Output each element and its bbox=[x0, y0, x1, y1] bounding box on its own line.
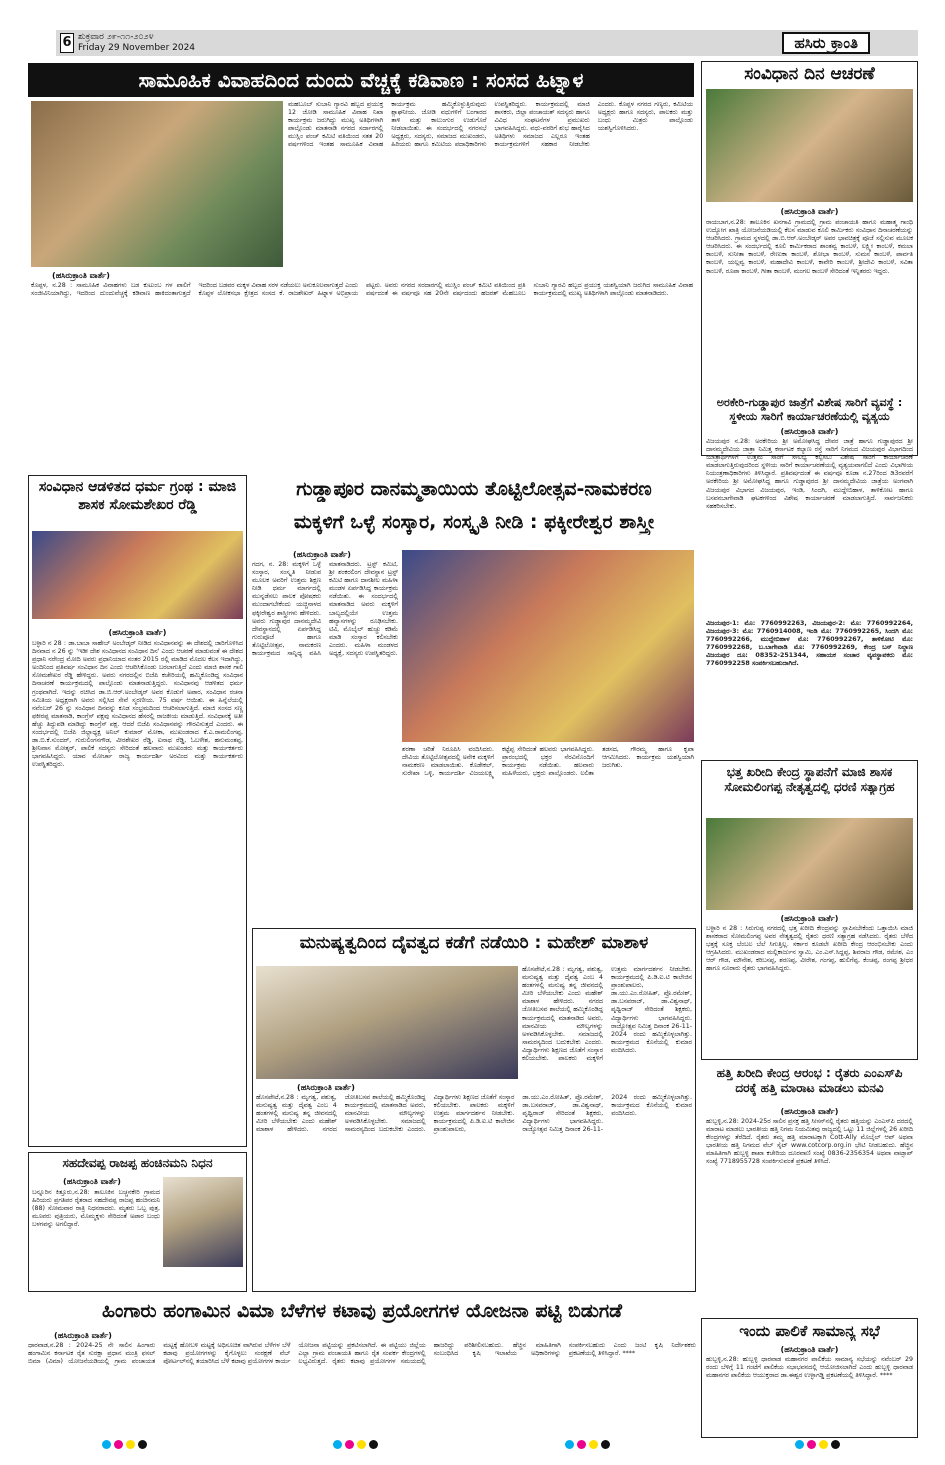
yellow-dot bbox=[357, 1440, 366, 1449]
story5-text-top: ಗದಗ, ನ. 28: ಮಕ್ಕಳಿಗೆ ಒಳ್ಳೆ ಸಂಸ್ಕಾರ, ಸಂಸ್ಕೃತಿ ನೀಡುವ ಮೂಲಕ ಅವರಿಗೆ ಉತ್ತಮ ಶಿಕ್ಷಣ ನೀಡಿ ಧರ್ಮ ಮಾರ್ಗದಲ್ಲಿ ಮುನ್ನಡೆಸಲು ಪಾಲಕ ಪೋಷಕರು ಮುಂದಾಗಬೇಕೆಂದು ಯಚ್ಚಿನಾಳದ ಫಕ್ಕೀರೇಶ್ವರ ಶಾಸ್ತ್ರೀಗಳು ಹೇಳಿದರು. ಅವರು ಗುಡ್ಡಾಪುರ ದಾನಮ್ಮದೇವಿ ದೇವಸ್ಥಾನದಲ್ಲಿ ಏರ್ಪಡಿಸಿದ್ದ ಗುರುಪೂಜೆ ಹಾಗೂ ತೊಟ್ಟಿಲೋತ್ಸವ, ನಾಮಕರಣ ಕಾರ್ಯಕ್ರಮದ ಸಾನ್ನಿಧ್ಯ ವಹಿಸಿ ಮಾತನಾಡಿದರು. ಟ್ರಸ್ಟ್ ಕಮಿಟಿ, ಶ್ರೀ ಶಂಕರಲಿಂಗ ದೇವಸ್ಥಾನ ಟ್ರಸ್ಟ್ ಕಮಿಟಿ ಹಾಗೂ ದಾನಶೀಲ ಮಹಿಳಾ ಮಂಡಳ ಏರ್ಪಡಿಸಿದ್ದ ಕಾರ್ಯಕ್ರಮ ನಡೆಯಿತು. ಈ ಸಂದರ್ಭದಲ್ಲಿ ಮಾತನಾಡಿದ ಅವರು ಮಕ್ಕಳಿಗೆ ಬಾಲ್ಯದಲ್ಲಿಯೇ ಉತ್ತಮ ಹವ್ಯಾಸಗಳನ್ನು ರೂಢಿಸಬೇಕು. ಟಿವಿ, ಮೊಬೈಲ್ ಹುಚ್ಚು ಕಡಿಮೆ ಮಾಡಿ ಸಂಸ್ಕಾರ ಕಲಿಸಬೇಕು ಎಂದರು. ಮಹಿಳಾ ಮಂಡಳದ ಅಧ್ಯಕ್ಷೆ, ಸದಸ್ಯರು ಉಪಸ್ಥಿತರಿದ್ದರು. bbox=[252, 561, 398, 658]
story3-text: ವಿಜಯಪುರ ನ.28: ಅರಕೇರಿಯ ಶ್ರೀ ಅಮೋಘಸಿದ್ಧ ದೇವರ ಜಾತ್ರೆ ಹಾಗೂ ಗುಡ್ಡಾಪುರದ ಶ್ರೀ ದಾನಮ್ಮದೇವಿಯ ಜಾತ್ರಾ ನಿಮಿತ್ತ ಕರ್ನಾಟಕ ಕಲ್ಯಾಣ ರಸ್ತೆ ಸಾರಿಗೆ ನಿಗಮದ ವಿಜಯಪುರ ವಿಭಾಗದಿಂದ ಯಾತ್ರಾರ್ಥಿಗಳಿಗೆ ಉತ್ತಮ ಸಾರಿಗೆ ಸೌಲಭ್ಯ ಕಲ್ಪಿಸಲು ವಿಶೇಷ ಸಾರಿಗೆ ಕಾರ್ಯಾಚರಣೆ ಮಾಡಲಾಗುತ್ತಿರುವುದರಿಂದ ಸ್ಥಳೀಯ ಸಾರಿಗೆ ಕಾರ್ಯಾಚರಣೆಯಲ್ಲಿ ವ್ಯತ್ಯಯವಾಗಲಿದೆ ಎಂದು ವಿಭಾಗೀಯ ನಿಯಂತ್ರಣಾಧಿಕಾರಿಗಳು ತಿಳಿಸಿದ್ದಾರೆ. ಪ್ರತಿವರ್ಷದಂತೆ ಈ ವರ್ಷವೂ ಕೂಡಾ ನ.27ರಿಂದ ಡಿ3ರವರೆಗೆ ಅರಕೇರಿಯ ಶ್ರೀ ಅಮೋಘಸಿದ್ಧ ಹಾಗೂ ಗುಡ್ಡಾಪುರದ ಶ್ರೀ ದಾನಮ್ಮದೇವಿಯ ಜಾತ್ರೆಯ ಅಂಗವಾಗಿ ವಿಜಯಪುರ ವಿಭಾಗದ ವಿಜಯಪುರ, ಇಂಡಿ, ಸಿಂದಗಿ, ಮುದ್ದೇಬಿಹಾಳ, ತಾಳಿಕೋಟ ಹಾಗೂ ಬಸವನಬಾಗೇವಾಡಿ ಘಟಕಗಳಿಂದ ವಿಶೇಷ ಕಾರ್ಯಾಚರಣೆ ಮಾಡಲಾಗುತ್ತಿದೆ. ಸಾರ್ವಜನಿಕರು ಸಹಕರಿಸಬೇಕು. bbox=[706, 438, 913, 510]
story4-text: ಬಳ್ಳಾರಿ ನ 28 : ಡಾ.ಬಾಬಾ ಸಾಹೇಬ್ ಅಂಬೇಡ್ಕರ್ ನೀಡಿದ ಸಂವಿಧಾನವನ್ನು ಈ ದೇಶದಲ್ಲಿ ಜಾರಿಗೊಳಿಸಿದ ದಿನವಾದ ನ 26 ನ್ನು 'ಇಡೀ ದೇಶ ಸಂವಿಧಾನದ ಸಂವಿಧಾನ ದಿನ' ಎಂದು ಆಚರಣೆ ಮಾಡುವಂತೆ ಈ ದೇಶದ ಪ್ರಧಾನಿ ನರೇಂದ್ರ ಮೋದಿ ಅವರು ಪ್ರಧಾನಿಯಾದ ನಂತರ 2015 ರಲ್ಲಿ ಮಾಡಿದ ಮೊದಲ ಕೆಲಸ ಇದಾಗಿದ್ದು, ಅಂದಿನಿಂದ ಪ್ರತಿವರ್ಷ ಸಂವಿಧಾನ ದಿನ ಎಂದು ಆಚರಿಸಿಕೊಂಡು ಬರಲಾಗುತ್ತಿದೆ ಎಂದು ಮಾಜಿ ಶಾಸಕ ಗಾಲಿ ಸೋಮಶೇಖರ ರೆಡ್ಡಿ ಹೇಳಿದ್ದರು. ಅವರು ನಗರದಲ್ಲಿನ ಬಿಜೆಪಿ ಕಚೇರಿಯಲ್ಲಿ ಹಮ್ಮಿಕೊಂಡಿದ್ದ ಸಂವಿಧಾನ ದಿನಾಚರಣೆ ಕಾರ್ಯಕ್ರಮದಲ್ಲಿ ಪಾಲ್ಗೊಂಡು ಮಾತನಾಡುತ್ತಿದ್ದರು. ಸಂವಿಧಾನವು ಆಡಳಿತದ ಧರ್ಮ ಗ್ರಂಥವಾಗಿದೆ. ಇದನ್ನು ರಚಿಸಿದ ಡಾ.ಬಿ.ಆರ್.ಅಂಬೇಡ್ಕರ್ ಅವರ ಕೊಡುಗೆ ಅಪಾರ, ಸಂವಿಧಾನ ರಚನಾ ಸಮಿತಿಯ ಅಧ್ಯಕ್ಷರಾಗಿ ಅವರು ಸಲ್ಲಿಸಿದ ಸೇವೆ ಸ್ಮರಣೀಯ. 75 ವರ್ಷ ಆಯಿತು. ಈ ಹಿನ್ನೆಲೆಯಲ್ಲಿ ನವೆಂಬರ್ 26 ನ್ನು ಸಂವಿಧಾನ ದಿನವನ್ನು ಕೂಡ ಸಂಭ್ರಮದಿಂದ ಆಚರಿಸಲಾಗುತ್ತಿದೆ. ಮಾಜಿ ಸಂಸದ ಸಣ್ಣ ಫಕೀರಪ್ಪ ಮಾತನಾಡಿ, ಕಾಂಗ್ರೆಸ್ ಪಕ್ಷವು ಸಂವಿಧಾನದ ಹೆಸರಲ್ಲಿ ರಾಜಕೀಯ ಮಾಡುತ್ತಿದೆ. ಸಂವಿಧಾನಕ್ಕೆ ಅತೀ ಹೆಚ್ಚು ತಿದ್ದುಪಡಿ ಮಾಡಿದ್ದು ಕಾಂಗ್ರೆಸ್ ಪಕ್ಷ. ಆದರೆ ಬಿಜೆಪಿ ಸಂವಿಧಾನವನ್ನು ಗೌರವಿಸುತ್ತದೆ ಎಂದರು. ಈ ಸಂದರ್ಭದಲ್ಲಿ ಬಿಜೆಪಿ ಜಿಲ್ಲಾಧ್ಯಕ್ಷ ಅನಿಲ್ ಕುಮಾರ್ ಮೋಕಾ, ಮುಖಂಡರಾದ ಕೆ.ಎ.ರಾಮಲಿಂಗಪ್ಪ, ಡಾ.ಬಿ.ಕೆ.ಸುಂದರ್, ಗುರುಲಿಂಗನಗೌಡ, ವೀರಶೇಖರ ರೆಡ್ಡಿ, ಐನಾಥ ರೆಡ್ಡಿ, ಓಬಳೇಶ, ಹನುಮಂತಪ್ಪ, ಶ್ರೀನಿವಾಸ ಮೋತ್ಕರ್, ಪಾಲಿಕೆ ಸದಸ್ಯರು ಸೇರಿದಂತೆ ಹಲವಾರು ಮುಖಂಡರು ಮತ್ತು ಕಾರ್ಯಕರ್ತರು ಭಾಗವಹಿಸಿದ್ದರು. ಯಾವ ಮೋರ್ಚಾ ರಾಜ್ಯ ಕಾರ್ಯದರ್ಶಿ ಅರವಿಂದ ಮತ್ತು ಕಾರ್ಯಕರ್ತರು ಉಪಸ್ಥಿತರಿದ್ದರು. bbox=[32, 640, 243, 769]
story5-text-bottom: ಶರಣಾ ಚರಿತೆ ನಿರೂಪಿಸಿ ವಂದಿಸಿದರು. ದೇವಿಯ ತೊಟ್ಟಿಲೋತ್ಸವದಲ್ಲಿ ಅನೇಕ ಮಕ್ಕಳಿಗೆ ನಾಮಕರಣ ಮಾಡಲಾಯಿತು. ಕೊಡೇಕಲ್, ಸುರೇಖಾ ಒಳ್ಳಿ, ಕಾರ್ಯದರ್ಶಿ ವಿಜಯಲಕ್ಷ್ಮಿ ಕಟ್ಟೆಪ್ಪ ಸೇರಿದಂತೆ ಹಲವರು ಭಾಗವಹಿಸಿದ್ದರು. ಪ್ರಾರಂಭದಲ್ಲಿ ಭಕ್ತರ ನೆರವಿನೊಂದಿಗೆ ಕಾರ್ಯಕ್ರಮ ನಡೆಯಿತು. ಹಲವಾರು ಮಹಿಳೆಯರು, ಭಕ್ತರು ಪಾಲ್ಗೊಂಡರು. ಲಲಿತಾ ತಡಸದ, ಗೌರಮ್ಮ ಹಾಗೂ ಕೃಪಾ ಆಗಮಿಸಿದರು. ಕಾರ್ಯಕ್ರಮ ಯಶಸ್ವಿಯಾಗಿ ಜರುಗಿತು. bbox=[402, 746, 694, 778]
story10-text: ಧಾರವಾಡ,ನ.28 : 2024-25 ನೇ ಸಾಲಿನ ಹಿಂಗಾರು ಹಂಗಾಮಿನ ಕರ್ನಾಟಕ ರೈತ ಸುರಕ್ಷಾ ಪ್ರಧಾನ ಮಂತ್ರಿ ಫಸಲ್ ಬಿಮಾ (ವಿಮಾ) ಯೋಜನೆಯಡಿಯಲ್ಲಿ ಗ್ರಾಮ ಪಂಚಾಯತ ಮಟ್ಟಕ್ಕೆ ಹೋಬಳಿ ಮಟ್ಟಕ್ಕೆ ಅಧಿಸೂಚಿತ ವಾಗಿರುವ ಬೆಳೆಗಳ ಬೆಳೆ ಕಟಾವು ಪ್ರಯೋಗಗಳನ್ನು ಕೈಗೊಳ್ಳಲು ಸಂರಕ್ಷಣೆ ವೆಬ್ ಪೋರ್ಟಲ್‌ನಲ್ಲಿ ತಯಾರಿಸಿದ ಬೆಳೆ ಕಟಾವು ಪ್ರಯೋಗಗಳ ಕಾರ್ಯ ಯೋಜನಾ ಪಟ್ಟಿಯನ್ನು ಪ್ರಕಟಿಸಲಾಗಿದೆ. ಈ ಪಟ್ಟಿಯು ಜಿಲ್ಲೆಯ ಎಲ್ಲಾ ಗ್ರಾಮ ಪಂಚಾಯತಿ ಹಾಗೂ ರೈತ ಸಂಪರ್ಕ ಕೇಂದ್ರಗಳಲ್ಲಿ ಲಭ್ಯವಿರುತ್ತದೆ. ರೈತರು ಕಟಾವು ಪ್ರಯೋಗಗಳ ಸಮಯದಲ್ಲಿ ಹಾಜರಿದ್ದು ಪರಿಶೀಲಿಸಬಹುದು. ಹೆಚ್ಚಿನ ಮಾಹಿತಿಗಾಗಿ ಸಂಬಂಧಿಸಿದ ಕೃಷಿ ಇಲಾಖೆಯ ಅಧಿಕಾರಿಗಳನ್ನು ಸಂಪರ್ಕಿಸಬಹುದು ಎಂದು ಜಂಟಿ ಕೃಷಿ ನಿರ್ದೇಶಕರು ಪ್ರಕಟಣೆಯಲ್ಲಿ ತಿಳಿಸಿದ್ದಾರೆ. **** bbox=[28, 1342, 696, 1366]
date-english: Friday 29 November 2024 bbox=[78, 43, 196, 53]
story4-credit: (ಹಸಿರುಕ್ರಾಂತಿ ವಾರ್ತೆ) bbox=[108, 628, 167, 637]
story1-headline: ಸಾಮೂಹಿಕ ವಿವಾಹದಿಂದ ದುಂದು ವೆಚ್ಚಕ್ಕೆ ಕಡಿವಾಣ : ಸಂಸದ ಹಿಟ್ನಾಳ bbox=[28, 63, 694, 97]
story8-headline: ಮನುಷ್ಯತ್ವದಿಂದ ದೈವತ್ವದ ಕಡೆಗೆ ನಡೆಯಿರಿ : ಮಹೇಶ್ ಮಾಶಾಳ bbox=[299, 933, 649, 953]
story10-credit: (ಹಸಿರುಕ್ರಾಂತಿ ವಾರ್ತೆ) bbox=[54, 1331, 112, 1340]
story1-credit: (ಹಸಿರುಕ್ರಾಂತಿ ವಾರ್ತೆ) bbox=[52, 271, 110, 280]
cyan-dot bbox=[795, 1440, 804, 1449]
story4-headline: ಸಂವಿಧಾನ ಆಡಳಿತದ ಧರ್ಮ ಗ್ರಂಥ : ಮಾಜಿ ಶಾಸಕ ಸೋಮಶೇಖರ ರೆಡ್ಡಿ bbox=[38, 479, 237, 513]
black-dot bbox=[601, 1440, 610, 1449]
magenta-dot bbox=[114, 1440, 123, 1449]
story6-credit: (ಹಸಿರುಕ್ರಾಂತಿ ವಾರ್ತೆ) bbox=[780, 914, 839, 923]
story9-text: ಬನ್ನೂರಿನ ಕಿತ್ತೂರು,ನ.28: ತಾಲೂಕಿನ ಬಚ್ಚನಕೇರಿ ಗ್ರಾಮದ ಹಿರಿಯರು ಪ್ರಗತಿಪರ ರೈತರಾದ ಸಹದೇವಪ್ಪ ರಾಜಪ್ಪ ಹಂಚಿನಮನಿ (88) ಸೋಮವಾರ ರಾತ್ರಿ ನಿಧನರಾದರು. ಮೃತರು ಒಬ್ಬ ಪುತ್ರ, ಮೂವರು ಪುತ್ರಿಯರು, ಮೊಮ್ಮಕ್ಕಳು ಸೇರಿದಂತೆ ಅಪಾರ ಬಂಧು ಬಳಗವನ್ನು ಅಗಲಿದ್ದಾರೆ. bbox=[32, 1189, 160, 1229]
story6-headline: ಭತ್ತ ಖರೀದಿ ಕೇಂದ್ರ ಸ್ಥಾಪನೆಗೆ ಮಾಜಿ ಶಾಸಕ ಸೋಮಲಿಂಗಪ್ಪ ನೇತೃತ್ವದಲ್ಲಿ ಧರಣಿ ಸತ್ಯಾಗ್ರಹ bbox=[724, 765, 895, 794]
story4-photo bbox=[32, 531, 243, 619]
story8-credit: (ಹಸಿರುಕ್ರಾಂತಿ ವಾರ್ತೆ) bbox=[297, 1083, 355, 1092]
story1-photo bbox=[31, 101, 283, 267]
yellow-dot bbox=[126, 1440, 135, 1449]
story2-headline: ಸಂವಿಧಾನ ದಿನ ಆಚರಣೆ bbox=[744, 64, 875, 84]
magenta-dot bbox=[807, 1440, 816, 1449]
story2-text: ರಾಯಬಾಗ,ನ.28: ತಾಲೂಕಿನ ಖನಗಾವಿ ಗ್ರಾಮದಲ್ಲಿ ಗ್ರಾಮ ಪಂಚಾಯತಿ ಹಾಗೂ ಮಹಾತ್ಮ ಗಾಂಧಿ ಉದ್ಯೋಗ ಖಾತ್ರಿ ಯೋಜನೆಯಡಿಯಲ್ಲಿ ಕೆಲಸ ಮಾಡುವ ಕೂಲಿ ಕಾರ್ಮಿಕರು ಸಂವಿಧಾನ ದಿನಾಚರಣೆಯನ್ನು ಆಚರಿಸಿದರು. ಗ್ರಾಮದ ಸ್ಥಳದಲ್ಲಿ ಡಾ.ಬಿ.ಆರ್.ಅಂಬೇಡ್ಕರ್ ಅವರ ಭಾವಚಿತ್ರಕ್ಕೆ ಪೂಜೆ ಸಲ್ಲಿಸುವ ಮೂಲಕ ಆಚರಿಸಿದರು. ಈ ಸಂದರ್ಭದಲ್ಲಿ ಕೂಲಿ ಕಾರ್ಮಿಕರಾದ ಶಾಂತವ್ವ ಕಾಂಬಳೆ, ಲಕ್ಷ್ಮೀ ಕಾಂಬಳೆ, ಕಮಲಾ ಕಾಂಬಳೆ, ಸುನೀತಾ ಕಾಂಬಳೆ, ರೇಣುಕಾ ಕಾಂಬಳೆ, ಶೋಭಾ ಕಾಂಬಳೆ, ಸುಮನ ಕಾಂಬಳೆ, ಪಾರ್ವತಿ ಕಾಂಬಳೆ, ಯಲ್ಲವ್ವ ಕಾಂಬಳೆ, ಮಹಾದೇವಿ ಕಾಂಬಳೆ, ಕಾವೇರಿ ಕಾಂಬಳೆ, ಶ್ರೀದೇವಿ ಕಾಂಬಳೆ, ಸವಿತಾ ಕಾಂಬಳೆ, ರೂಪಾ ಕಾಂಬಳೆ, ಗೀತಾ ಕಾಂಬಳೆ, ಮಂಗಲ ಕಾಂಬಳೆ ಸೇರಿದಂತೆ ಇನ್ನಿತರರು ಇದ್ದರು. bbox=[706, 219, 913, 275]
black-dot bbox=[138, 1440, 147, 1449]
story2-credit: (ಹಸಿರುಕ್ರಾಂತಿ ವಾರ್ತೆ) bbox=[780, 207, 839, 216]
cyan-dot bbox=[333, 1440, 342, 1449]
story9-credit: (ಹಸಿರುಕ್ರಾಂತಿ ವಾರ್ತೆ) bbox=[63, 1177, 121, 1186]
story6-text: ಬಳ್ಳಾರಿ ನ 28 : ಸಿರುಗುಪ್ಪ ನಗರದಲ್ಲಿ ಭತ್ತ ಖರೀದಿ ಕೇಂದ್ರವನ್ನು ಸ್ಥಾಪಿಸಬೇಕೆಂದು ಒತ್ತಾಯಿಸಿ ಮಾಜಿ ಶಾಸಕರಾದ ಸೋಮಲಿಂಗಪ್ಪ ಅವರ ನೇತೃತ್ವದಲ್ಲಿ ರೈತರು ಧರಣಿ ಸತ್ಯಾಗ್ರಹ ನಡೆಸಿದರು. ರೈತರು ಬೆಳೆದ ಭತ್ತಕ್ಕೆ ಸೂಕ್ತ ಬೆಂಬಲ ಬೆಲೆ ಸಿಗುತ್ತಿಲ್ಲ. ಸರ್ಕಾರ ಕೂಡಲೇ ಖರೀದಿ ಕೇಂದ್ರ ಆರಂಭಿಸಬೇಕು ಎಂದು ಆಗ್ರಹಿಸಿದರು. ಮುಖಂಡರಾದ ಮಲ್ಲಿಕಾರ್ಜುನ ಸ್ವಾಮಿ, ಎಂ.ಎಸ್.ಸಿದ್ದಪ್ಪ, ಶಿವರಾಜ ಗೌಡ, ರಮೇಶ, ಎಂ ಆರ್ ಗೌಡ, ಮೌನೇಶ, ಕರಿಬಸಪ್ಪ, ಶರಣಪ್ಪ, ವೀರೇಶ, ಗಂಗಪ್ಪ, ಹುಲಿಗೆಪ್ಪ, ಕೆಂಚಪ್ಪ, ರಂಗಪ್ಪ ಶ್ರೀಧರ ಹಾಗೂ ನೂರಾರು ರೈತರು ಭಾಗವಹಿಸಿದ್ದರು. bbox=[706, 925, 913, 973]
story7-credit: (ಹಸಿರುಕ್ರಾಂತಿ ವಾರ್ತೆ) bbox=[780, 1107, 839, 1116]
issue-date bbox=[78, 32, 195, 54]
story1-text-right: ಮಹಬೂಬ್ ಸುಬಾನಿ ಗ್ಯಾರವಿ ಹಬ್ಬದ ಪ್ರಯುಕ್ತ 12 ಜೋಡಿ ಸಾಮೂಹಿಕ ವಿವಾಹ ನಿಖಾ ಕಾರ್ಯಕ್ರಮ ಜರುಗಿದ್ದು ಮುಖ್ಯ ಅತಿಥಿಗಳಾಗಿ ಪಾಲ್ಗೊಂಡು ಮಾತನಾಡಿ ನಗರದ ಸರ್ದಾರಗಲ್ಲಿ ಮುಸ್ಲಿಂ ಪಂಚ್ ಕಮಿಟಿ ವತಿಯಿಂದ ಸತತ 20 ವರ್ಷಗಳಿಂದ ಇಂತಹ ಸಾಮೂಹಿಕ ವಿವಾಹ ಕಾರ್ಯಕ್ರಮ ಹಮ್ಮಿಕೊಳ್ಳುತ್ತಿರುವುದು ಶ್ಲಾಘನೀಯ. ಜೋಡಿ ವಧುಗಳಿಗೆ ಬಂಗಾರದ ತಾಳಿ ಮತ್ತು ಕಾಲುಂಗುರ ಉಡುಗೊರೆ ನೀಡಲಾಯಿತು. ಈ ಸಂದರ್ಭದಲ್ಲಿ ನಗರಸಭೆ ಅಧ್ಯಕ್ಷರು, ಸದಸ್ಯರು, ಸಮಾಜದ ಮುಖಂಡರು, ಹಿರಿಯರು ಹಾಗೂ ಕಮಿಟಿಯ ಪದಾಧಿಕಾರಿಗಳು ಉಪಸ್ಥಿತರಿದ್ದರು. ಕಾರ್ಯಕ್ರಮದಲ್ಲಿ ಮಾಜಿ ಶಾಸಕರು, ಜಿಲ್ಲಾ ಪಂಚಾಯತ್ ಸದಸ್ಯರು ಹಾಗೂ ವಿವಿಧ ಸಂಘಟನೆಗಳ ಪ್ರಮುಖರು ಭಾಗವಹಿಸಿದ್ದರು. ವಧು-ವರರಿಗೆ ಶುಭ ಹಾರೈಸಿದ ಅತಿಥಿಗಳು ಸಮಾಜದ ಎಲ್ಲರೂ ಇಂತಹ ಕಾರ್ಯಕ್ರಮಗಳಿಗೆ ಸಹಕಾರ ನೀಡಬೇಕು ಎಂದರು. ಕೊಪ್ಪಳ ನಗರದ ಗಣ್ಯರು, ಕಮಿಟಿಯ ಅಧ್ಯಕ್ಷರು ಹಾಗೂ ಸದಸ್ಯರು, ಪಾಲಕರು ಮತ್ತು ಬಂಧು ಮಿತ್ರರು ಪಾಲ್ಗೊಂಡು ಯಶಸ್ವಿಗೊಳಿಸಿದರು. bbox=[288, 101, 693, 149]
story3-phones: ವಿಜಯಪುರ-1: ಮೊ: 7760992263, ವಿಜಯಪುರ-2: ಮೊ: 7760992264, ವಿಜಯಪುರ-3: ಮೊ: 7760914008, ಇಂಡಿ ಮೊ: 7760992265, ಸಿಂದಗಿ ಮೊ: 7760992266, ಮುದ್ದೇಬಿಹಾಳ ಮೊ: 7760992267, ತಾಳಿಕೋಟಿ ಮೊ: 7760992268, ಬ.ಬಾಗೇವಾಡಿ ಮೊ: 7760992269, ಕೇಂದ್ರ ಬಸ್ ನಿಲ್ದಾಣ ವಿಜಯಪುರ ದೂ: 08352-251344, ಸಹಾಯಕ ಸಂಚಾರ ವ್ಯವಸ್ಥಾಪಕರು ಮೊ: 7760992258 ಸಂಪರ್ಕಿಸಬಹುದಾಗಿದೆ. bbox=[706, 620, 913, 668]
story1-text-left: ಕೊಪ್ಪಳ, ನ.28 : ಸಾಮೂಹಿಕ ವಿವಾಹಗಳು ಬಡ ಕುಟುಂಬ ಗಳ ಪಾಲಿಗೆ ಸಂಜೀವಿನಿಯಾಗಿದ್ದು, ಇದರಿಂದ ದುಂದುವೆಚ್ಚಕ್ಕೆ ಕಡಿವಾಣ ಹಾಕಿದಂತಾಗುತ್ತದೆ ಇದರಿಂದ ಬಡವರ ಮಕ್ಕಳ ವಿವಾಹ ಸರಳ ನಡೆಯಲು ಅನುಕೂಲವಾಗುತ್ತದೆ ಎಂದು ಕೊಪ್ಪಳ ಲೋಕಸಭಾ ಕ್ಷೇತ್ರದ ಸಂಸದ ಕೆ. ರಾಜಶೇಖರ್ ಹಿಟ್ನಾಳ ಅಭಿಪ್ರಾಯ ಪಟ್ಟರು. ಅವರು ನಗರದ ಸರದಾರಗಲ್ಲಿ ಮುಸ್ಲಿಂ ಪಂಚ್ ಕಮಿಟಿ ವತಿಯಿಂದ ಪ್ರತಿ ವರ್ಷದಂತೆ ಈ ವರ್ಷವೂ ಸಹ 20ನೇ ವರ್ಷದಂದು ಹಜರತ್ ಮೆಹಬೂಬ ಸುಬಾನಿ ಗ್ಯಾರವಿ ಹಬ್ಬದ ಪ್ರಯುಕ್ತ ಯಶಸ್ವಿಯಾಗಿ ಜರುಗಿದ ಸಾಮೂಹಿಕ ವಿವಾಹ ಕಾರ್ಯಕ್ರಮದಲ್ಲಿ ಮುಖ್ಯ ಅತಿಥಿಗಳಾಗಿ ಪಾಲ್ಗೊಂಡು ಮಾತನಾಡಿದರು. bbox=[31, 282, 693, 298]
black-dot bbox=[369, 1440, 378, 1449]
magenta-dot bbox=[577, 1440, 586, 1449]
yellow-dot bbox=[819, 1440, 828, 1449]
story11-headline: ಇಂದು ಪಾಲಿಕೆ ಸಾಮಾನ್ಯ ಸಭೆ bbox=[739, 1322, 880, 1340]
registration-dots-3 bbox=[565, 1440, 610, 1449]
story3-headline: ಅರಕೇರಿ-ಗುಡ್ಡಾಪುರ ಜಾತ್ರೆಗೆ ವಿಶೇಷ ಸಾರಿಗೆ ವ್ಯವಸ್ಥೆ : ಸ್ಥಳೀಯ ಸಾರಿಗೆ ಕಾರ್ಯಾಚರಣೆಯಲ್ಲಿ ವ್ಯತ್ಯಯ bbox=[716, 396, 903, 423]
story8-text: ಹೊಸಪೇಟೆ,ನ.28 : ಮೃಗತ್ವ, ಪಶುತ್ವ, ಮನುಷ್ಯತ್ವ ಮತ್ತು ದೈವತ್ವ ಎಂಬ 4 ಹಂತಗಳಲ್ಲಿ ಮನುಷ್ಯ ತನ್ನ ಜೀವನದಲ್ಲಿ ಮೀರಿ ಬೆಳೆಯಬೇಕು ಎಂದು ಮಹೇಶ್ ಮಾಶಾಳ ಹೇಳಿದರು. ನಗರದ ಜೋತಿಬಸವ ಶಾಲೆಯಲ್ಲಿ ಹಮ್ಮಿಕೊಂಡಿದ್ದ ಕಾರ್ಯಕ್ರಮದಲ್ಲಿ ಮಾತನಾಡಿದ ಅವರು, ಮಾನವೀಯ ಮೌಲ್ಯಗಳನ್ನು ಅಳವಡಿಸಿಕೊಳ್ಳಬೇಕು. ಸಮಾಜದಲ್ಲಿ ಸಾಮರಸ್ಯದಿಂದ ಬದುಕಬೇಕು ಎಂದರು. ವಿದ್ಯಾರ್ಥಿಗಳು ಶಿಕ್ಷಣದ ಜೊತೆಗೆ ಸಂಸ್ಕಾರ ಕಲಿಯಬೇಕು. ಪಾಲಕರು ಮಕ್ಕಳಿಗೆ ಉತ್ತಮ ಮಾರ್ಗದರ್ಶನ ನೀಡಬೇಕು. ಕಾರ್ಯಕ್ರಮದಲ್ಲಿ ಪಿ.ಡಿ.ಐ.ಟಿ ಕಾಲೇಜಿನ ಪ್ರಾಂಶುಪಾಲರು, ಡಾ.ಯು.ಎಂ.ರೋಹಿತ್, ಪ್ರೊ.ರಮೇಶ್, ಡಾ.ಬಸವರಾಜ್, ಡಾ.ವಿಶ್ವನಾಥ್, ಪೃಥ್ವಿರಾಜ್ ಸೇರಿದಂತೆ ಶಿಕ್ಷಕರು, ವಿದ್ಯಾರ್ಥಿಗಳು ಭಾಗವಹಿಸಿದ್ದರು. ರಾಜ್ಯೋತ್ಸವ ನಿಮಿತ್ತ ದಿನಾಂಕ 26-11-2024 ರಂದು ಹಮ್ಮಿಕೊಳ್ಳಲಾಗಿತ್ತು. ಕಾರ್ಯಕ್ರಮದ ಕೊನೆಯಲ್ಲಿ ಕುಮಾರ ವಂದಿಸಿದರು. bbox=[256, 1094, 692, 1134]
registration-dots-2 bbox=[333, 1440, 378, 1449]
story9-portrait bbox=[163, 1177, 243, 1267]
yellow-dot bbox=[589, 1440, 598, 1449]
story3-credit: (ಹಸಿರುಕ್ರಾಂತಿ ವಾರ್ತೆ) bbox=[780, 427, 839, 436]
cyan-dot bbox=[565, 1440, 574, 1449]
story10-headline: ಹಿಂಗಾರು ಹಂಗಾಮಿನ ವಿಮಾ ಬೆಳೆಗಳ ಕಟಾವು ಪ್ರಯೋಗಗಳ ಯೋಜನಾ ಪಟ್ಟಿ ಬಿಡುಗಡೆ bbox=[101, 1300, 623, 1322]
page-number: 6 bbox=[60, 33, 74, 53]
story8-text-top: ಹೊಸಪೇಟೆ,ನ.28 : ಮೃಗತ್ವ, ಪಶುತ್ವ, ಮನುಷ್ಯತ್ವ ಮತ್ತು ದೈವತ್ವ ಎಂಬ 4 ಹಂತಗಳಲ್ಲಿ ಮನುಷ್ಯ ತನ್ನ ಜೀವನದಲ್ಲಿ ಮೀರಿ ಬೆಳೆಯಬೇಕು ಎಂದು ಮಹೇಶ್ ಮಾಶಾಳ ಹೇಳಿದರು. ನಗರದ ಜೋತಿಬಸವ ಶಾಲೆಯಲ್ಲಿ ಹಮ್ಮಿಕೊಂಡಿದ್ದ ಕಾರ್ಯಕ್ರಮದಲ್ಲಿ ಮಾತನಾಡಿದ ಅವರು, ಮಾನವೀಯ ಮೌಲ್ಯಗಳನ್ನು ಅಳವಡಿಸಿಕೊಳ್ಳಬೇಕು. ಸಮಾಜದಲ್ಲಿ ಸಾಮರಸ್ಯದಿಂದ ಬದುಕಬೇಕು ಎಂದರು. ವಿದ್ಯಾರ್ಥಿಗಳು ಶಿಕ್ಷಣದ ಜೊತೆಗೆ ಸಂಸ್ಕಾರ ಕಲಿಯಬೇಕು. ಪಾಲಕರು ಮಕ್ಕಳಿಗೆ ಉತ್ತಮ ಮಾರ್ಗದರ್ಶನ ನೀಡಬೇಕು. ಕಾರ್ಯಕ್ರಮದಲ್ಲಿ ಪಿ.ಡಿ.ಐ.ಟಿ ಕಾಲೇಜಿನ ಪ್ರಾಂಶುಪಾಲರು, ಡಾ.ಯು.ಎಂ.ರೋಹಿತ್, ಪ್ರೊ.ರಮೇಶ್, ಡಾ.ಬಸವರಾಜ್, ಡಾ.ವಿಶ್ವನಾಥ್, ಪೃಥ್ವಿರಾಜ್ ಸೇರಿದಂತೆ ಶಿಕ್ಷಕರು, ವಿದ್ಯಾರ್ಥಿಗಳು ಭಾಗವಹಿಸಿದ್ದರು. ರಾಜ್ಯೋತ್ಸವ ನಿಮಿತ್ತ ದಿನಾಂಕ 26-11-2024 ರಂದು ಹಮ್ಮಿಕೊಳ್ಳಲಾಗಿತ್ತು. ಕಾರ್ಯಕ್ರಮದ ಕೊನೆಯಲ್ಲಿ ಕುಮಾರ ವಂದಿಸಿದರು. bbox=[522, 966, 692, 1063]
story11-credit: (ಹಸಿರುಕ್ರಾಂತಿ ವಾರ್ತೆ) bbox=[780, 1345, 839, 1354]
story5-credit: (ಹಸಿರುಕ್ರಾಂತಿ ವಾರ್ತೆ) bbox=[293, 550, 351, 559]
black-dot bbox=[831, 1440, 840, 1449]
date-kannada: ಶುಕ್ರವಾರ ೨೯-೧೧-೨೦೨೪ bbox=[78, 32, 154, 42]
magenta-dot bbox=[345, 1440, 354, 1449]
story7-text: ಹುಬ್ಬಳ್ಳಿ,ನ.28: 2024-25ರ ಸಾಲಿನ ಪ್ರಸಕ್ತ ಹತ್ತಿ ಸೀಸನ್‌ನಲ್ಲಿ ರೈತರು ಹತ್ತಿಯನ್ನು ಎಂಎಸ್‌ಪಿ ದರದಲ್ಲಿ ಮಾರಾಟ ಮಾಡಲು ಭಾರತೀಯ ಹತ್ತಿ ನಿಗಮ ನಿಯಮಿತವು ರಾಜ್ಯದಲ್ಲಿ ಒಟ್ಟು 11 ಜಿಲ್ಲೆಗಳಲ್ಲಿ 26 ಖರೀದಿ ಕೇಂದ್ರಗಳನ್ನು ತೆರೆದಿದೆ. ರೈತರು ತಮ್ಮ ಹತ್ತಿ ಮಾರಾಟಕ್ಕಾಗಿ Cott-Ally ಮೊಬೈಲ್ ಆಪ್ ಅಥವಾ ಭಾರತೀಯ ಹತ್ತಿ ನಿಗಮದ ವೆಬ್ ಸೈಟ್ www.cotcorp.org.in ಭೇಟಿ ನೀಡಬಹುದು. ಹೆಚ್ಚಿನ ಮಾಹಿತಿಗಾಗಿ ಹುಬ್ಬಳ್ಳಿ ಶಾಖಾ ಕಚೇರಿಯ ದೂರವಾಣಿ ಸಂಖ್ಯೆ 0836-2356354 ಅಥವಾ ವಾಟ್ಸಾಪ್ ಸಂಖ್ಯೆ 7718955728 ಸಂಪರ್ಕಿಸುವಂತೆ ಪ್ರಕಟಣೆ ತಿಳಿಸಿದೆ. bbox=[706, 1118, 913, 1166]
cyan-dot bbox=[102, 1440, 111, 1449]
story5-headline-1: ಗುಡ್ಡಾಪೂರ ದಾನಮ್ಮತಾಯಿಯ ತೊಟ್ಟಿಲೋತ್ಸವ-ನಾಮಕರಣ bbox=[296, 478, 652, 500]
registration-dots-1 bbox=[102, 1440, 147, 1449]
story5-headline-2: ಮಕ್ಕಳಿಗೆ ಒಳ್ಳೆ ಸಂಸ್ಕಾರ, ಸಂಸ್ಕೃತಿ ನೀಡಿ : ಫಕ್ಕೀರೇಶ್ವರ ಶಾಸ್ತ್ರೀ bbox=[293, 511, 655, 533]
masthead: ಹಸಿರು ಕ್ರಾಂತಿ bbox=[782, 32, 870, 54]
registration-dots-4 bbox=[795, 1440, 840, 1449]
story7-headline: ಹತ್ತಿ ಖರೀದಿ ಕೇಂದ್ರ ಆರಂಭ : ರೈತರು ಎಂಎಸ್‌ಪಿ ದರಕ್ಕೆ ಹತ್ತಿ ಮಾರಾಟ ಮಾಡಲು ಮನವಿ bbox=[716, 1066, 903, 1095]
story11-text: ಹುಬ್ಬಳ್ಳಿ,ನ.28: ಹುಬ್ಬಳ್ಳಿ ಧಾರವಾಡ ಮಹಾನಗರ ಪಾಲಿಕೆಯ ಸಾಮಾನ್ಯ ಸಭೆಯನ್ನು ನವೆಂಬರ್ 29 ರಂದು ಬೆಳಿಗ್ಗೆ 11 ಗಂಟೆಗೆ ಪಾಲಿಕೆಯ ಸಭಾಭವನದಲ್ಲಿ ಆಯೋಜಿಸಲಾಗಿದೆ ಎಂದು ಹುಬ್ಬಳ್ಳಿ ಧಾರವಾಡ ಮಹಾನಗರ ಪಾಲಿಕೆಯ ಆಯುಕ್ತರಾದ ಡಾ.ಈಶ್ವರ ಉಳ್ಳಾಗಡ್ಡಿ ಪ್ರಕಟಣೆಯಲ್ಲಿ ತಿಳಿಸಿದ್ದಾರೆ. **** bbox=[706, 1356, 913, 1380]
story9-headline: ಸಹದೇವಪ್ಪ ರಾಜಪ್ಪ ಹಂಚಿನಮನಿ ನಿಧನ bbox=[62, 1156, 213, 1170]
story5-photo bbox=[402, 550, 694, 742]
story6-photo bbox=[706, 818, 913, 910]
story2-photo bbox=[706, 89, 913, 202]
page-header bbox=[56, 30, 918, 56]
story8-photo bbox=[256, 966, 518, 1079]
